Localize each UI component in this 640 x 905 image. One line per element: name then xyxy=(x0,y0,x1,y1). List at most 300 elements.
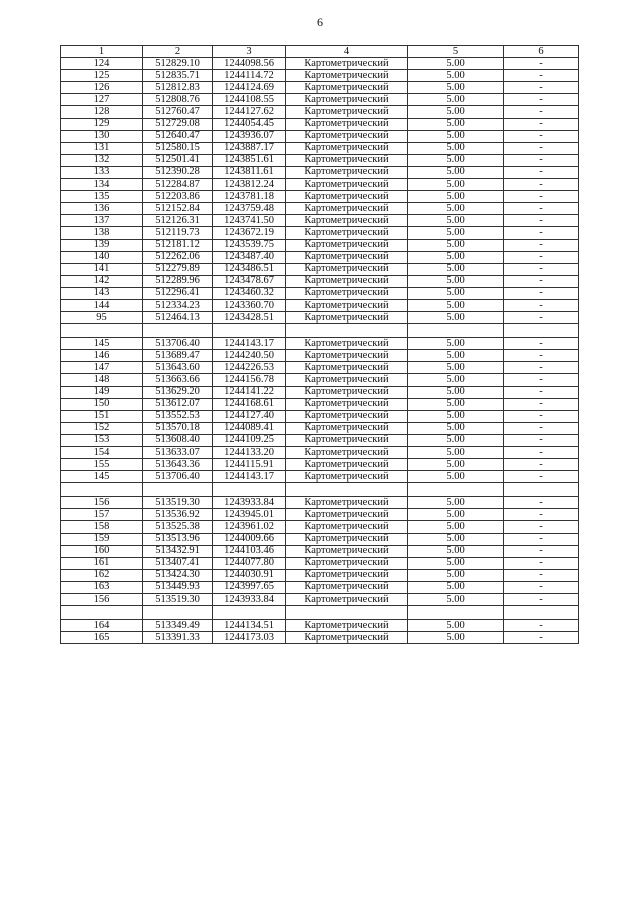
y-coordinate-cell: 1244108.55 xyxy=(213,94,286,106)
method-cell: Картометрический xyxy=(286,275,408,287)
note-cell: - xyxy=(504,130,579,142)
note-cell xyxy=(504,606,579,620)
method-cell: Картометрический xyxy=(286,118,408,130)
point-number-cell: 144 xyxy=(61,299,143,311)
method-cell: Картометрический xyxy=(286,620,408,632)
accuracy-cell: 5.00 xyxy=(408,545,504,557)
method-cell: Картометрический xyxy=(286,362,408,374)
x-coordinate-cell: 512812.83 xyxy=(143,82,213,94)
point-number-cell: 141 xyxy=(61,263,143,275)
y-coordinate-cell: 1244054.45 xyxy=(213,118,286,130)
column-header: 2 xyxy=(143,46,213,58)
method-cell: Картометрический xyxy=(286,251,408,263)
table-row xyxy=(61,581,579,593)
x-coordinate-cell: 513643.60 xyxy=(143,362,213,374)
y-coordinate-cell: 1244143.17 xyxy=(213,471,286,483)
accuracy-cell: 5.00 xyxy=(408,154,504,166)
method-cell: Картометрический xyxy=(286,203,408,215)
accuracy-cell xyxy=(408,606,504,620)
method-cell: Картометрический xyxy=(286,106,408,118)
y-coordinate-cell: 1243851.61 xyxy=(213,154,286,166)
x-coordinate-cell: 512640.47 xyxy=(143,130,213,142)
x-coordinate-cell: 513407.41 xyxy=(143,557,213,569)
table-row xyxy=(61,497,579,509)
x-coordinate-cell: 513424.30 xyxy=(143,569,213,581)
x-coordinate-cell: 512464.13 xyxy=(143,312,213,324)
accuracy-cell: 5.00 xyxy=(408,179,504,191)
table-row xyxy=(61,118,579,130)
note-cell: - xyxy=(504,215,579,227)
accuracy-cell: 5.00 xyxy=(408,581,504,593)
table-row xyxy=(61,362,579,374)
y-coordinate-cell: 1243759.48 xyxy=(213,203,286,215)
note-cell: - xyxy=(504,557,579,569)
table-row xyxy=(61,398,579,410)
accuracy-cell: 5.00 xyxy=(408,239,504,251)
x-coordinate-cell: 512284.87 xyxy=(143,179,213,191)
accuracy-cell: 5.00 xyxy=(408,497,504,509)
point-number-cell xyxy=(61,483,143,497)
x-coordinate-cell: 512279.89 xyxy=(143,263,213,275)
note-cell: - xyxy=(504,509,579,521)
y-coordinate-cell: 1244143.17 xyxy=(213,338,286,350)
point-number-cell: 156 xyxy=(61,594,143,606)
point-number-cell: 153 xyxy=(61,434,143,446)
x-coordinate-cell: 513689.47 xyxy=(143,350,213,362)
accuracy-cell: 5.00 xyxy=(408,471,504,483)
x-coordinate-cell: 513663.66 xyxy=(143,374,213,386)
note-cell: - xyxy=(504,398,579,410)
column-header: 5 xyxy=(408,46,504,58)
method-cell: Картометрический xyxy=(286,227,408,239)
note-cell: - xyxy=(504,312,579,324)
method-cell: Картометрический xyxy=(286,299,408,311)
y-coordinate-cell: 1243887.17 xyxy=(213,142,286,154)
y-coordinate-cell: 1244089.41 xyxy=(213,422,286,434)
note-cell: - xyxy=(504,179,579,191)
x-coordinate-cell: 512296.41 xyxy=(143,287,213,299)
note-cell: - xyxy=(504,166,579,178)
y-coordinate-cell: 1244173.03 xyxy=(213,632,286,644)
note-cell: - xyxy=(504,118,579,130)
point-number-cell: 149 xyxy=(61,386,143,398)
point-number-cell: 146 xyxy=(61,350,143,362)
table-row xyxy=(61,82,579,94)
table-row xyxy=(61,142,579,154)
point-number-cell: 164 xyxy=(61,620,143,632)
table-row xyxy=(61,422,579,434)
method-cell: Картометрический xyxy=(286,263,408,275)
method-cell xyxy=(286,324,408,338)
table-row xyxy=(61,70,579,82)
x-coordinate-cell: 513391.33 xyxy=(143,632,213,644)
accuracy-cell: 5.00 xyxy=(408,215,504,227)
y-coordinate-cell: 1243486.51 xyxy=(213,263,286,275)
x-coordinate-cell: 512808.76 xyxy=(143,94,213,106)
accuracy-cell: 5.00 xyxy=(408,299,504,311)
point-number-cell: 151 xyxy=(61,410,143,422)
method-cell: Картометрический xyxy=(286,569,408,581)
accuracy-cell: 5.00 xyxy=(408,362,504,374)
x-coordinate-cell: 512334.23 xyxy=(143,299,213,311)
accuracy-cell: 5.00 xyxy=(408,275,504,287)
table-row xyxy=(61,227,579,239)
note-cell: - xyxy=(504,239,579,251)
x-coordinate-cell: 513552.53 xyxy=(143,410,213,422)
y-coordinate-cell: 1243936.07 xyxy=(213,130,286,142)
y-coordinate-cell: 1244133.20 xyxy=(213,447,286,459)
note-cell: - xyxy=(504,533,579,545)
point-number-cell: 145 xyxy=(61,338,143,350)
accuracy-cell: 5.00 xyxy=(408,569,504,581)
accuracy-cell: 5.00 xyxy=(408,350,504,362)
x-coordinate-cell: 512203.86 xyxy=(143,191,213,203)
point-number-cell: 124 xyxy=(61,58,143,70)
note-cell: - xyxy=(504,263,579,275)
note-cell: - xyxy=(504,521,579,533)
note-cell: - xyxy=(504,338,579,350)
table-row xyxy=(61,239,579,251)
note-cell: - xyxy=(504,191,579,203)
table-row xyxy=(61,557,579,569)
point-number-cell: 152 xyxy=(61,422,143,434)
accuracy-cell: 5.00 xyxy=(408,191,504,203)
note-cell: - xyxy=(504,362,579,374)
method-cell: Картометрический xyxy=(286,191,408,203)
point-number-cell: 147 xyxy=(61,362,143,374)
point-number-cell: 139 xyxy=(61,239,143,251)
note-cell: - xyxy=(504,251,579,263)
accuracy-cell: 5.00 xyxy=(408,94,504,106)
table-header-row xyxy=(61,46,579,58)
x-coordinate-cell: 513629.20 xyxy=(143,386,213,398)
accuracy-cell: 5.00 xyxy=(408,521,504,533)
table-row xyxy=(61,338,579,350)
table-row xyxy=(61,154,579,166)
note-cell: - xyxy=(504,569,579,581)
point-number-cell: 148 xyxy=(61,374,143,386)
x-coordinate-cell: 513513.96 xyxy=(143,533,213,545)
y-coordinate-cell: 1244077.80 xyxy=(213,557,286,569)
column-header: 6 xyxy=(504,46,579,58)
accuracy-cell: 5.00 xyxy=(408,70,504,82)
y-coordinate-cell: 1244103.46 xyxy=(213,545,286,557)
table-row xyxy=(61,275,579,287)
method-cell: Картометрический xyxy=(286,594,408,606)
x-coordinate-cell: 513706.40 xyxy=(143,471,213,483)
y-coordinate-cell: 1244109.25 xyxy=(213,434,286,446)
point-number-cell: 95 xyxy=(61,312,143,324)
y-coordinate-cell: 1243945.01 xyxy=(213,509,286,521)
x-coordinate-cell: 512390.28 xyxy=(143,166,213,178)
point-number-cell: 127 xyxy=(61,94,143,106)
method-cell: Картометрический xyxy=(286,545,408,557)
point-number-cell: 129 xyxy=(61,118,143,130)
method-cell: Картометрический xyxy=(286,179,408,191)
method-cell: Картометрический xyxy=(286,350,408,362)
point-number-cell: 159 xyxy=(61,533,143,545)
method-cell: Картометрический xyxy=(286,581,408,593)
y-coordinate-cell: 1244226.53 xyxy=(213,362,286,374)
point-number-cell: 132 xyxy=(61,154,143,166)
accuracy-cell: 5.00 xyxy=(408,106,504,118)
accuracy-cell: 5.00 xyxy=(408,422,504,434)
point-number-cell: 165 xyxy=(61,632,143,644)
table-row xyxy=(61,94,579,106)
x-coordinate-cell: 513349.49 xyxy=(143,620,213,632)
note-cell: - xyxy=(504,374,579,386)
y-coordinate-cell: 1243478.67 xyxy=(213,275,286,287)
x-coordinate-cell: 513633.07 xyxy=(143,447,213,459)
y-coordinate-cell: 1243360.70 xyxy=(213,299,286,311)
x-coordinate-cell: 512580.15 xyxy=(143,142,213,154)
page-number: 6 xyxy=(317,15,323,29)
note-cell: - xyxy=(504,386,579,398)
method-cell: Картометрический xyxy=(286,142,408,154)
note-cell: - xyxy=(504,154,579,166)
accuracy-cell: 5.00 xyxy=(408,594,504,606)
method-cell xyxy=(286,483,408,497)
table-row xyxy=(61,434,579,446)
y-coordinate-cell: 1243781.18 xyxy=(213,191,286,203)
accuracy-cell: 5.00 xyxy=(408,459,504,471)
accuracy-cell: 5.00 xyxy=(408,386,504,398)
method-cell: Картометрический xyxy=(286,509,408,521)
note-cell: - xyxy=(504,471,579,483)
accuracy-cell: 5.00 xyxy=(408,166,504,178)
accuracy-cell: 5.00 xyxy=(408,251,504,263)
method-cell: Картометрический xyxy=(286,338,408,350)
note-cell: - xyxy=(504,447,579,459)
table-row xyxy=(61,374,579,386)
note-cell: - xyxy=(504,287,579,299)
note-cell xyxy=(504,324,579,338)
y-coordinate-cell: 1244168.61 xyxy=(213,398,286,410)
x-coordinate-cell xyxy=(143,483,213,497)
point-number-cell: 125 xyxy=(61,70,143,82)
x-coordinate-cell: 512152.84 xyxy=(143,203,213,215)
accuracy-cell: 5.00 xyxy=(408,82,504,94)
method-cell: Картометрический xyxy=(286,398,408,410)
accuracy-cell: 5.00 xyxy=(408,533,504,545)
x-coordinate-cell: 513612.07 xyxy=(143,398,213,410)
note-cell: - xyxy=(504,94,579,106)
table-row xyxy=(61,130,579,142)
x-coordinate-cell: 513706.40 xyxy=(143,338,213,350)
accuracy-cell: 5.00 xyxy=(408,142,504,154)
method-cell: Картометрический xyxy=(286,386,408,398)
method-cell: Картометрический xyxy=(286,533,408,545)
method-cell: Картометрический xyxy=(286,374,408,386)
note-cell: - xyxy=(504,70,579,82)
y-coordinate-cell: 1243428.51 xyxy=(213,312,286,324)
point-number-cell: 134 xyxy=(61,179,143,191)
point-number-cell: 163 xyxy=(61,581,143,593)
note-cell: - xyxy=(504,227,579,239)
table-row xyxy=(61,533,579,545)
y-coordinate-cell: 1244009.66 xyxy=(213,533,286,545)
x-coordinate-cell: 512829.10 xyxy=(143,58,213,70)
table-row xyxy=(61,312,579,324)
x-coordinate-cell: 513519.30 xyxy=(143,497,213,509)
point-number-cell: 156 xyxy=(61,497,143,509)
y-coordinate-cell: 1244114.72 xyxy=(213,70,286,82)
table-row xyxy=(61,632,579,644)
y-coordinate-cell: 1244030.91 xyxy=(213,569,286,581)
table-row xyxy=(61,620,579,632)
method-cell: Картометрический xyxy=(286,434,408,446)
x-coordinate-cell: 512181.12 xyxy=(143,239,213,251)
y-coordinate-cell: 1243539.75 xyxy=(213,239,286,251)
method-cell: Картометрический xyxy=(286,557,408,569)
method-cell: Картометрический xyxy=(286,70,408,82)
point-number-cell: 161 xyxy=(61,557,143,569)
point-number-cell: 162 xyxy=(61,569,143,581)
y-coordinate-cell xyxy=(213,324,286,338)
table-row xyxy=(61,287,579,299)
table-row xyxy=(61,106,579,118)
accuracy-cell: 5.00 xyxy=(408,434,504,446)
point-number-cell: 150 xyxy=(61,398,143,410)
y-coordinate-cell: 1243811.61 xyxy=(213,166,286,178)
table-row xyxy=(61,509,579,521)
y-coordinate-cell: 1244127.62 xyxy=(213,106,286,118)
x-coordinate-cell: 513536.92 xyxy=(143,509,213,521)
y-coordinate-cell: 1243933.84 xyxy=(213,594,286,606)
table-row xyxy=(61,459,579,471)
point-number-cell: 143 xyxy=(61,287,143,299)
accuracy-cell: 5.00 xyxy=(408,338,504,350)
x-coordinate-cell: 512119.73 xyxy=(143,227,213,239)
method-cell: Картометрический xyxy=(286,82,408,94)
method-cell: Картометрический xyxy=(286,521,408,533)
accuracy-cell: 5.00 xyxy=(408,58,504,70)
x-coordinate-cell: 513432.91 xyxy=(143,545,213,557)
note-cell xyxy=(504,483,579,497)
x-coordinate-cell: 512501.41 xyxy=(143,154,213,166)
x-coordinate-cell xyxy=(143,324,213,338)
point-number-cell: 160 xyxy=(61,545,143,557)
table-spacer-row xyxy=(61,483,579,497)
table-row xyxy=(61,410,579,422)
accuracy-cell: 5.00 xyxy=(408,118,504,130)
point-number-cell: 136 xyxy=(61,203,143,215)
table-row xyxy=(61,215,579,227)
note-cell: - xyxy=(504,106,579,118)
note-cell: - xyxy=(504,422,579,434)
note-cell: - xyxy=(504,58,579,70)
table-row xyxy=(61,251,579,263)
table-row xyxy=(61,350,579,362)
y-coordinate-cell: 1243741.50 xyxy=(213,215,286,227)
x-coordinate-cell xyxy=(143,606,213,620)
table-row xyxy=(61,545,579,557)
accuracy-cell: 5.00 xyxy=(408,447,504,459)
method-cell: Картометрический xyxy=(286,312,408,324)
point-number-cell: 128 xyxy=(61,106,143,118)
table-row xyxy=(61,263,579,275)
table-row xyxy=(61,299,579,311)
accuracy-cell: 5.00 xyxy=(408,374,504,386)
table-row xyxy=(61,179,579,191)
table-row xyxy=(61,386,579,398)
note-cell: - xyxy=(504,581,579,593)
point-number-cell xyxy=(61,606,143,620)
note-cell: - xyxy=(504,142,579,154)
x-coordinate-cell: 512835.71 xyxy=(143,70,213,82)
method-cell: Картометрический xyxy=(286,239,408,251)
note-cell: - xyxy=(504,497,579,509)
note-cell: - xyxy=(504,434,579,446)
method-cell: Картометрический xyxy=(286,471,408,483)
point-number-cell xyxy=(61,324,143,338)
accuracy-cell: 5.00 xyxy=(408,509,504,521)
table-row xyxy=(61,594,579,606)
accuracy-cell: 5.00 xyxy=(408,398,504,410)
accuracy-cell: 5.00 xyxy=(408,130,504,142)
note-cell: - xyxy=(504,632,579,644)
point-number-cell: 133 xyxy=(61,166,143,178)
y-coordinate-cell: 1244134.51 xyxy=(213,620,286,632)
method-cell: Картометрический xyxy=(286,130,408,142)
point-number-cell: 145 xyxy=(61,471,143,483)
y-coordinate-cell: 1243672.19 xyxy=(213,227,286,239)
method-cell: Картометрический xyxy=(286,287,408,299)
method-cell: Картометрический xyxy=(286,154,408,166)
note-cell: - xyxy=(504,620,579,632)
point-number-cell: 142 xyxy=(61,275,143,287)
point-number-cell: 131 xyxy=(61,142,143,154)
accuracy-cell: 5.00 xyxy=(408,557,504,569)
y-coordinate-cell: 1243997.65 xyxy=(213,581,286,593)
point-number-cell: 140 xyxy=(61,251,143,263)
table-row xyxy=(61,569,579,581)
point-number-cell: 157 xyxy=(61,509,143,521)
point-number-cell: 137 xyxy=(61,215,143,227)
table-row xyxy=(61,471,579,483)
y-coordinate-cell: 1244098.56 xyxy=(213,58,286,70)
point-number-cell: 126 xyxy=(61,82,143,94)
x-coordinate-cell: 512289.96 xyxy=(143,275,213,287)
point-number-cell: 158 xyxy=(61,521,143,533)
accuracy-cell xyxy=(408,324,504,338)
accuracy-cell: 5.00 xyxy=(408,620,504,632)
method-cell: Картометрический xyxy=(286,422,408,434)
coordinates-table xyxy=(60,45,579,644)
table-row xyxy=(61,203,579,215)
point-number-cell: 135 xyxy=(61,191,143,203)
point-number-cell: 154 xyxy=(61,447,143,459)
y-coordinate-cell: 1243961.02 xyxy=(213,521,286,533)
y-coordinate-cell: 1244127.40 xyxy=(213,410,286,422)
method-cell: Картометрический xyxy=(286,215,408,227)
note-cell: - xyxy=(504,545,579,557)
x-coordinate-cell: 512126.31 xyxy=(143,215,213,227)
y-coordinate-cell: 1244156.78 xyxy=(213,374,286,386)
note-cell: - xyxy=(504,410,579,422)
accuracy-cell: 5.00 xyxy=(408,263,504,275)
x-coordinate-cell: 513525.38 xyxy=(143,521,213,533)
table-row xyxy=(61,58,579,70)
x-coordinate-cell: 512262.06 xyxy=(143,251,213,263)
x-coordinate-cell: 513608.40 xyxy=(143,434,213,446)
y-coordinate-cell xyxy=(213,606,286,620)
method-cell: Картометрический xyxy=(286,632,408,644)
column-header: 3 xyxy=(213,46,286,58)
y-coordinate-cell: 1243487.40 xyxy=(213,251,286,263)
accuracy-cell: 5.00 xyxy=(408,632,504,644)
x-coordinate-cell: 512729.08 xyxy=(143,118,213,130)
